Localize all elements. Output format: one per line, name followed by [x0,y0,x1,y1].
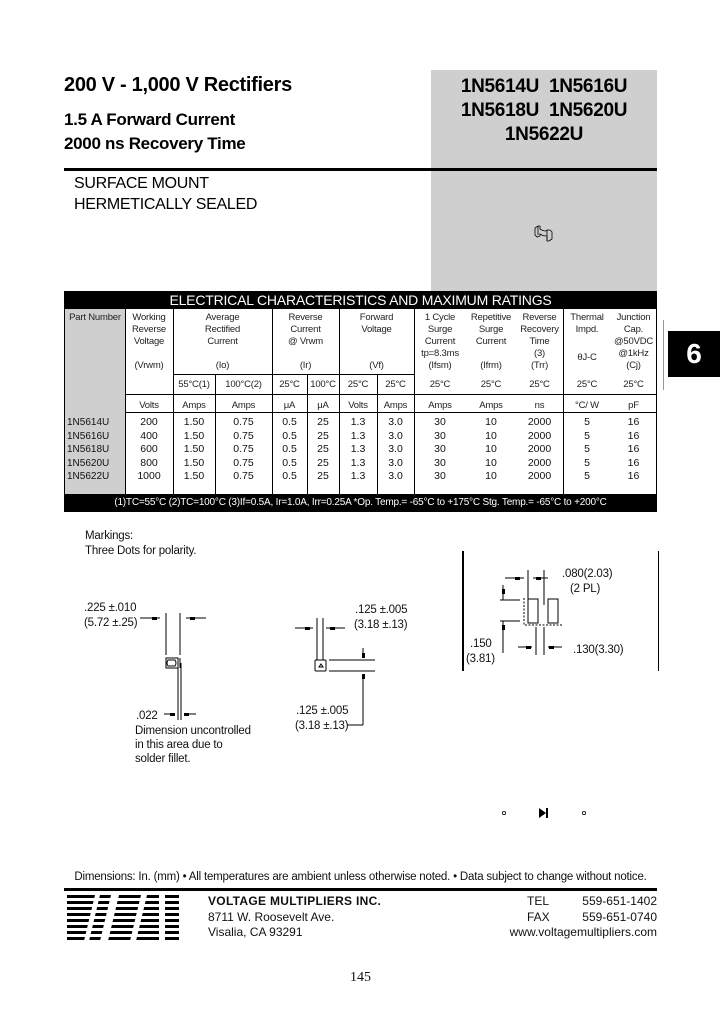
table-cell: 1.3 [350,429,366,442]
header-part-number: Part Number [69,312,121,323]
header-symbol: (Ifsm) [428,360,452,371]
condition-cell: 25°C [279,379,300,390]
company-name: VOLTAGE MULTIPLIERS INC. [208,894,382,908]
condition-cell: 25°C [480,379,502,390]
table-cell: 10 [485,429,497,442]
condition-cell: 25°C [385,379,406,390]
header-line: Impd. [575,324,599,335]
condition-cell: 25°C [529,379,550,390]
header-line: Current [290,324,321,335]
table-cell: 0.5 [282,416,297,428]
solder-note-line: Dimension uncontrolled [135,725,251,737]
part-number-cell: 1N5616U [67,430,110,442]
dim-width-mm: (3.18 ±.13) [354,619,408,631]
header-line: @ Vrwm [287,336,323,347]
condition-cell: 25°C [623,379,644,390]
table-cell: 30 [434,456,446,469]
table-cell: 800 [140,456,158,469]
contact-block [500,894,657,941]
header-line: @50VDC [613,336,654,347]
table-cell: 10 [485,416,497,428]
table-cell: 1.50 [183,429,205,442]
header-symbol: (Ifrm) [480,360,502,371]
header-symbol: (Ir) [299,360,312,371]
table-cell: 2000 [527,456,552,469]
table-cell: 10 [485,443,497,456]
unit-cell: Volts [348,400,368,411]
condition-cell: 25°C [576,379,598,390]
table-cell: 200 [140,416,158,428]
fax-label: FAX [527,909,550,924]
header-line: Reverse [288,312,323,323]
dim-pad: .080(2.03) [562,568,613,580]
header-line: Voltage [133,336,165,347]
table-cell: 5 [584,416,590,428]
part-number-cell: 1N5614U [67,417,110,428]
dim-length-mm: (5.72 ±.25) [84,617,138,629]
solder-note-line: solder fillet. [135,753,191,765]
header-symbol: (Vf) [369,360,384,371]
table-cell: 10 [485,470,497,483]
diode-symbol-icon [500,806,595,820]
table-cell: 5 [584,429,590,442]
header-line: (3) [533,348,545,359]
grid-line [125,394,656,395]
website-link[interactable]: www.voltagemultipliers.com [509,925,657,939]
condition-cell: 55°C(1) [178,379,210,390]
side-view-drawing [140,605,250,725]
condition-cell: 100°C(2) [225,379,262,390]
table-cell: 1.50 [183,470,205,483]
dim-width: .125 ±.005 [355,604,408,616]
part-number-line: 1N5622U [504,124,584,145]
address-line-2: Visalia, CA 93291 [208,925,303,939]
header-line: Working [132,312,166,323]
table-cell: 3.0 [388,456,403,469]
table-cell: 16 [627,416,640,428]
header-line: Forward [359,312,394,323]
header-thermal [563,312,611,364]
part-number-panel [431,70,657,292]
table-cell: 0.75 [233,470,254,483]
dim-length: .225 ±.010 [84,602,137,614]
header-divider [64,168,657,171]
header-symbol: (Io) [215,360,230,371]
table-cell: 5 [584,456,590,469]
table-cell: 2000 [527,429,552,442]
table-cell: 16 [627,456,640,469]
tel-label: TEL [527,894,550,908]
condition-cell: 25°C [347,379,369,390]
header-ifsm [414,312,466,372]
header-line: Rectified [204,324,241,335]
page-title: 200 V - 1,000 V Rectifiers [64,74,292,96]
header-line: Surge [427,324,453,335]
footer-divider [64,888,657,891]
grid-line [173,374,414,375]
unit-cell: Amps [182,400,206,411]
table-cell: 0.75 [233,443,254,456]
header-line: Thermal [570,312,604,323]
electrical-characteristics-table [64,291,657,512]
dim-height-mm: (3.18 ±.13) [295,720,349,732]
condition-cell: 25°C [429,379,451,390]
unit-cell: ns [534,400,545,411]
header-trr [516,312,563,372]
header-symbol: (Vrwm) [134,360,164,371]
header-vrwm [125,312,173,372]
table-cell: 0.75 [233,456,254,469]
condition-cell: 100°C [310,379,336,390]
dim-pad-height-mm: (3.81) [466,653,495,665]
table-cell: 2000 [527,470,552,483]
header-ifrm [466,312,516,372]
unit-cell: °C/ W [575,400,599,411]
table-cell: 25 [317,456,329,469]
table-cell: 3.0 [388,416,403,428]
vmi-logo [67,895,179,941]
unit-cell: Volts [139,400,159,411]
table-cell: 1.3 [350,416,366,428]
table-footnote: (1)TC=55°C (2)TC=100°C (3)If=0.5A, Ir=1.0A, Irr=0.25A *Op. Temp.= -65°C to +175°C Stg. Temp.= -65°C to +200°C [65,494,656,511]
table-cell: 16 [627,429,640,442]
header-line: Reverse [522,312,557,323]
unit-cell: pF [628,400,639,411]
header-line: Average [205,312,240,323]
header-line: tp=8.3ms [421,348,459,359]
dim-pad-gap: .130(3.30) [573,644,624,656]
section-tab: 6 [668,331,720,377]
markings-title: Markings: [85,530,134,542]
header-symbol: (Trr) [530,360,549,371]
recovery-time-subtitle: 2000 ns Recovery Time [64,134,246,153]
page-number: 145 [350,970,371,985]
address-line-1: 8711 W. Roosevelt Ave. [208,909,335,924]
header-line: 1 Cycle [424,312,456,323]
table-cell: 3.0 [388,429,403,442]
table-cell: 0.5 [282,470,297,483]
table-cell: 25 [317,429,329,442]
header-line: Junction [616,312,651,323]
part-number-cell: 1N5618U [67,444,110,456]
table-cell: 25 [317,443,329,456]
table-cell: 3.0 [388,470,403,483]
table-cell: 0.5 [282,456,297,469]
dimensions-note: Dimensions: In. (mm) • All temperatures are ambient unless otherwise noted. • Data subject to change without notice. [74,871,647,883]
header-line: Cap. [623,324,644,335]
header-line: Voltage [361,324,392,335]
header-line: @1kHz [618,348,649,359]
dim-lead: .022 [136,710,158,722]
feature-surface-mount: SURFACE MOUNT [74,175,209,192]
dim-pad-height: .150 [470,638,492,650]
fax-number: 559-651-0740 [582,909,657,924]
dim-pad-note: (2 PL) [570,583,601,595]
table-cell: 5 [584,443,590,456]
unit-cell: Amps [479,400,503,411]
table-cell: 400 [140,429,158,442]
table-cell: 25 [317,416,329,428]
table-cell: 1.50 [183,456,205,469]
unit-cell: Amps [231,400,256,411]
part-number-line: 1N5618U 1N5620U [460,100,628,121]
table-cell: 1.50 [183,416,205,428]
company-block [208,894,381,941]
table-cell: 0.5 [282,443,297,456]
header-cj [611,312,656,372]
header-symbol: θJ-C [577,352,597,363]
header-line: Repetitive [470,312,512,323]
table-cell: 0.75 [233,416,254,428]
header-line: Reverse [132,324,166,335]
markings-text: Three Dots for polarity. [85,545,197,557]
side-tab-divider [663,320,664,390]
tel-number: 559-651-1402 [582,894,657,908]
unit-cell: Amps [383,400,408,411]
table-cell: 30 [434,429,446,442]
header-line: Surge [478,324,504,335]
part-number-cell: 1N5622U [67,471,110,483]
table-cell: 16 [627,470,640,483]
unit-cell: μA [317,400,329,411]
forward-current-subtitle: 1.5 A Forward Current [64,110,235,129]
table-cell: 2000 [527,416,552,428]
header-line: Current [424,336,456,347]
solder-note-line: in this area due to [135,739,223,751]
header-line: Current [207,336,238,347]
header-line: Time [529,336,550,347]
header-ir [272,312,339,372]
surface-mount-diode-package-icon [532,222,556,246]
part-number-cell: 1N5620U [67,457,110,469]
part-number-line: 1N5614U 1N5616U [460,76,628,97]
table-cell: 25 [317,470,329,483]
table-cell: 5 [584,470,590,483]
table-cell: 10 [485,456,497,469]
feature-hermetically-sealed: HERMETICALLY SEALED [74,196,258,213]
table-cell: 0.5 [282,429,297,442]
grid-line [125,412,656,413]
table-cell: 0.75 [233,429,254,442]
header-io [173,312,272,372]
table-cell: 1.3 [350,443,366,456]
table-cell: 16 [627,443,640,456]
table-cell: 30 [434,443,446,456]
header-vf [339,312,414,372]
table-cell: 30 [434,470,446,483]
table-cell: 1.50 [183,443,205,456]
table-cell: 1.3 [350,470,366,483]
table-cell: 1.3 [350,456,366,469]
table-cell: 1000 [137,470,161,483]
table-cell: 2000 [527,443,552,456]
header-line: Current [475,336,507,347]
dim-height: .125 ±.005 [296,705,349,717]
table-cell: 600 [140,443,158,456]
table-cell: 30 [434,416,446,428]
header-symbol: (Cj) [626,360,641,371]
unit-cell: μA [283,400,296,411]
unit-cell: Amps [428,400,452,411]
table-cell: 3.0 [388,443,403,456]
table-title: ELECTRICAL CHARACTERISTICS AND MAXIMUM RATINGS [65,292,656,309]
header-line: Recovery [520,324,559,335]
